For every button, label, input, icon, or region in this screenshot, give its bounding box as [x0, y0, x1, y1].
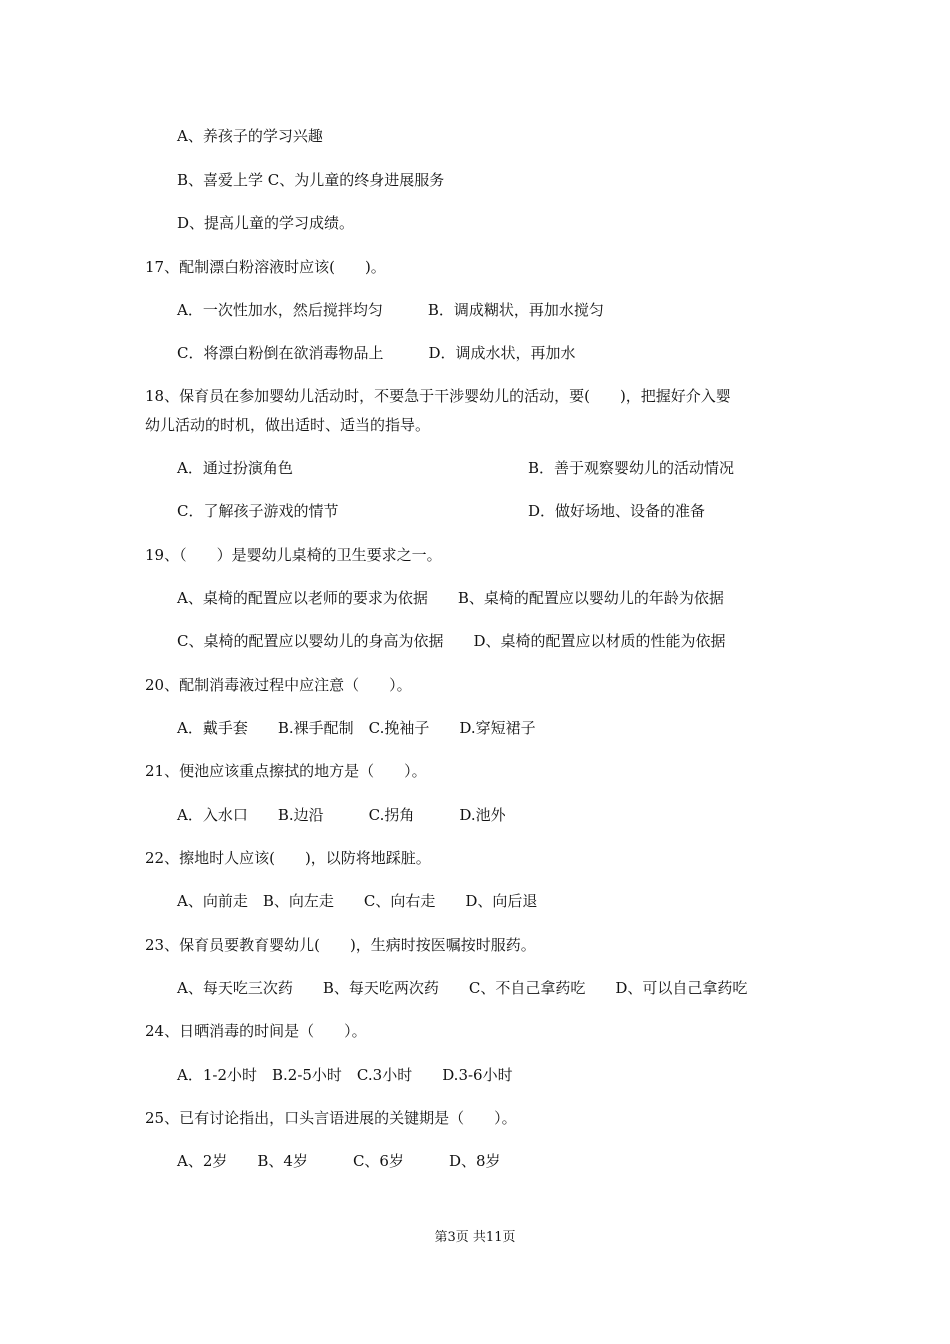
option-b: B．善于观察婴幼儿的活动情况	[528, 459, 735, 477]
option-line: A、向前走 B、向左走 C、向右走 D、向后退	[177, 892, 538, 910]
question-17: 17、配制漂白粉溶液时应该( )。	[145, 258, 386, 276]
page-footer: 第3页 共11页	[434, 1230, 516, 1245]
question-19: 19、（ ）是婴幼儿桌椅的卫生要求之一。	[145, 546, 442, 564]
option-line: A．一次性加水，然后搅拌均匀 B．调成糊状，再加水搅匀	[177, 301, 604, 319]
question-21: 21、便池应该重点擦拭的地方是（ ）。	[145, 762, 427, 780]
option-line: D、提高儿童的学习成绩。	[177, 214, 355, 232]
option-line: A、养孩子的学习兴趣	[177, 127, 323, 145]
question-24: 24、日晒消毒的时间是（ ）。	[145, 1022, 367, 1040]
question-18-continued: 幼儿活动的时机，做出适时、适当的指导。	[145, 416, 431, 434]
question-23: 23、保育员要教育婴幼儿( )，生病时按医嘱按时服药。	[145, 936, 536, 954]
question-20: 20、配制消毒液过程中应注意（ ）。	[145, 676, 412, 694]
question-18: 18、保育员在参加婴幼儿活动时，不要急于干涉婴幼儿的活动，要( )，把握好介入婴	[145, 387, 731, 405]
option-a: A．通过扮演角色	[177, 459, 293, 477]
option-c: C．了解孩子游戏的情节	[177, 502, 339, 520]
option-line: A、每天吃三次药 B、每天吃两次药 C、不自己拿药吃 D、可以自己拿药吃	[177, 979, 748, 997]
option-line: C．将漂白粉倒在欲消毒物品上 D．调成水状，再加水	[177, 344, 576, 362]
option-line: C、桌椅的配置应以婴幼儿的身高为依据 D、桌椅的配置应以材质的性能为依据	[177, 632, 726, 650]
question-22: 22、擦地时人应该( )，以防将地踩脏。	[145, 849, 431, 867]
question-25: 25、已有讨论指出，口头言语进展的关键期是（ ）。	[145, 1109, 517, 1127]
option-d: D．做好场地、设备的准备	[528, 502, 706, 520]
option-line: B、喜爱上学 C、为儿童的终身进展服务	[177, 171, 445, 189]
option-line: A、2岁 B、4岁 C、6岁 D、8岁	[177, 1152, 501, 1170]
option-line: A．入水口 B.边沿 C.拐角 D.池外	[177, 806, 506, 824]
option-line: A．1-2小时 B.2-5小时 C.3小时 D.3-6小时	[177, 1066, 513, 1084]
option-line: A、桌椅的配置应以老师的要求为依据 B、桌椅的配置应以婴幼儿的年龄为依据	[177, 589, 724, 607]
option-line: A．戴手套 B.裸手配制 C.挽袖子 D.穿短裙子	[177, 719, 536, 737]
